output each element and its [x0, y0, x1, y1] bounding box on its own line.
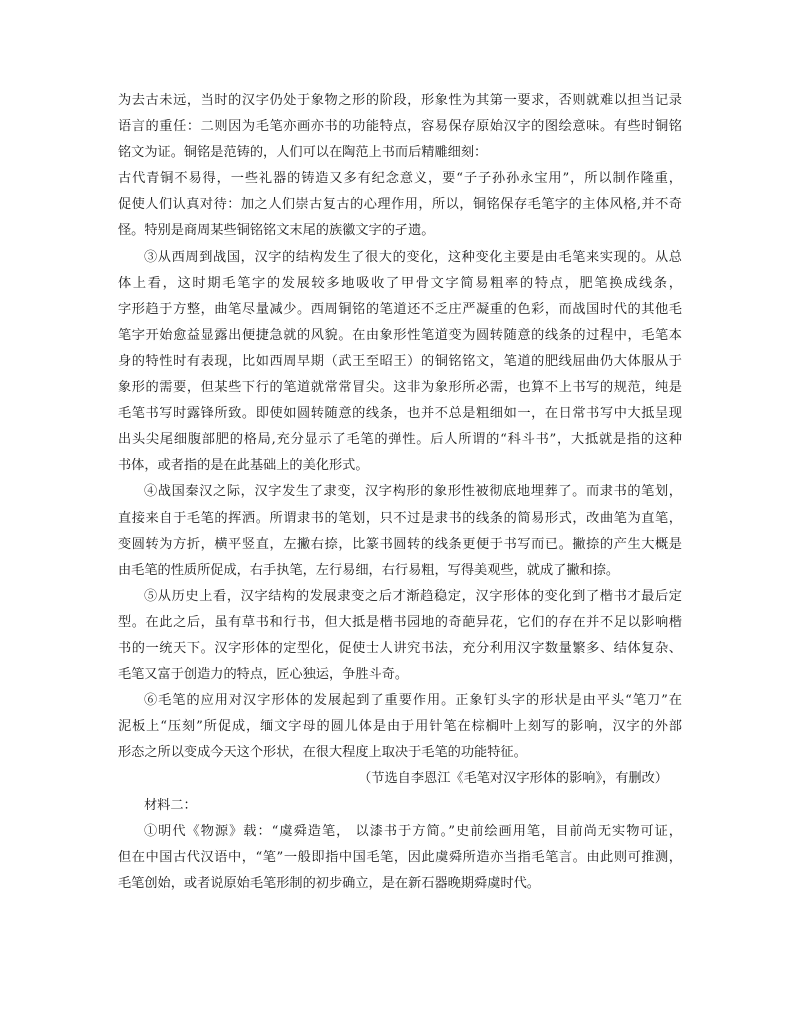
- section-heading: 材料二：: [144, 797, 197, 813]
- text-line: 书体，或者指的是在此基础上的美化形式。: [118, 458, 369, 474]
- source-citation: （节选自李恩江《毛笔对汉字形体的影响》，有删改）: [358, 771, 668, 787]
- text-line: 象形的需要，但某些下行的笔道就常常冒尖。这非为象形所必需，也算不上书写的规范，纯是: [118, 380, 682, 396]
- paragraph-5-start: ⑤从历史上看，汉字结构的发展隶变之后才渐趋稳定，汉字形体的变化到了楷书才最后定: [144, 588, 682, 604]
- body-text: [118, 88, 682, 897]
- text-line: 怪。特别是商周某些铜铭铭文末尾的族徽文字的孑遗。: [118, 223, 435, 239]
- text-line: 出头尖尾细腹部肥的格局,充分显示了毛笔的弹性。后人所谓的“科斗书”，大抵就是指的这种: [118, 432, 682, 448]
- text-line: 毛笔创始，或者说原始毛笔形制的初步确立，是在新石器晚期舜虞时代。: [118, 875, 540, 891]
- text-line: 促使人们认真对待：加之人们崇古复古的心理作用，所以，铜铭保存毛笔字的主体风格,并不奇: [118, 197, 682, 213]
- text-line: 型。在此之后，虽有草书和行书，但大抵是楷书园地的奇葩异花，它们的存在并不足以影响楷: [118, 614, 682, 630]
- paragraph-4-start: ④战国秦汉之际，汉字发生了隶变，汉字构形的象形性被彻底地埋葬了。而隶书的笔划，: [144, 484, 682, 500]
- text-line: 为去古未远，当时的汉字仍处于象物之形的阶段，形象性为其第一要求，否则就难以担当记录: [118, 93, 682, 108]
- text-line: 铭文为证。铜铭是范铸的，人们可以在陶范上书而后精雕细刻：: [118, 145, 488, 161]
- paragraph-m2-1-start: ①明代《物源》载：“虞舜造笔， 以漆书于方简。”史前绘画用笔，目前尚无实物可证，: [144, 823, 682, 839]
- text-line: 字形趋于方整，曲笔尽量减少。西周铜铭的笔道还不乏庄严凝重的色彩，而战国时代的其他毛: [118, 301, 682, 317]
- text-line: 由毛笔的性质所促成，右手执笔，左行易细，右行易粗，写得美观些，就成了撇和捺。: [118, 562, 620, 578]
- text-line: 古代青铜不易得，一些礼器的铸造又多有纪念意义，要“子子孙孙永宝用”，所以制作隆重，: [118, 171, 682, 187]
- text-line: 形态之所以变成今天这个形状，在很大程度上取决于毛笔的功能特征。: [118, 745, 527, 761]
- text-line: 书的一统天下。汉字形体的定型化，促使士人讲究书法，充分利用汉字数量繁多、结体复杂、: [118, 640, 682, 656]
- text-line: 变圆转为方折，横平竖直，左撇右捺，比篆书圆转的线条更便于书写而已。撇捺的产生大概是: [118, 536, 682, 552]
- text-line: 语言的重任：二则因为毛笔亦画亦书的功能特点，容易保存原始汉字的图绘意味。有些时铜铭: [118, 119, 682, 135]
- paragraph-6-start: ⑥毛笔的应用对汉字形体的发展起到了重要作用。正象钉头字的形状是由平头“笔刀”在: [144, 693, 682, 709]
- text-line: 泥板上“压刻”所促成，缅文字母的圆儿体是由于用针笔在棕榈叶上刻写的影响，汉字的外部: [118, 719, 682, 735]
- text-line: 身的特性时有表现，比如西周早期（武王至昭王）的铜铭铭文，笔道的肥线屈曲仍大体服从于: [118, 353, 682, 369]
- text-line: 笔字开始愈益显露出便捷急就的风貌。在由象形性笔道变为圆转随意的线条的过程中，毛笔本: [118, 327, 682, 343]
- text-line: 但在中国古代汉语中，“笔”一般即指中国毛笔，因此虞舜所造亦当指毛笔言。由此则可推测，: [118, 849, 682, 865]
- text-line: 毛笔又富于创造力的特点，匠心独运，争胜斗奇。: [118, 667, 409, 683]
- paragraph-3-start: ③从西周到战国，汉字的结构发生了很大的变化，这种变化主要是由毛笔来实现的。从总: [144, 249, 682, 265]
- text-line: 毛笔书写时露锋所致。即使如圆转随意的线条，也并不总是粗细如一，在日常书写中大抵呈现: [118, 406, 682, 422]
- text-line: 直接来自于毛笔的挥洒。所谓隶书的笔划，只不过是隶书的线条的简易形式，改曲笔为直笔，: [118, 510, 682, 526]
- text-line: 体上看，这时期毛笔字的发展较多地吸收了甲骨文字简易粗率的特点，肥笔换成线条，: [118, 275, 682, 291]
